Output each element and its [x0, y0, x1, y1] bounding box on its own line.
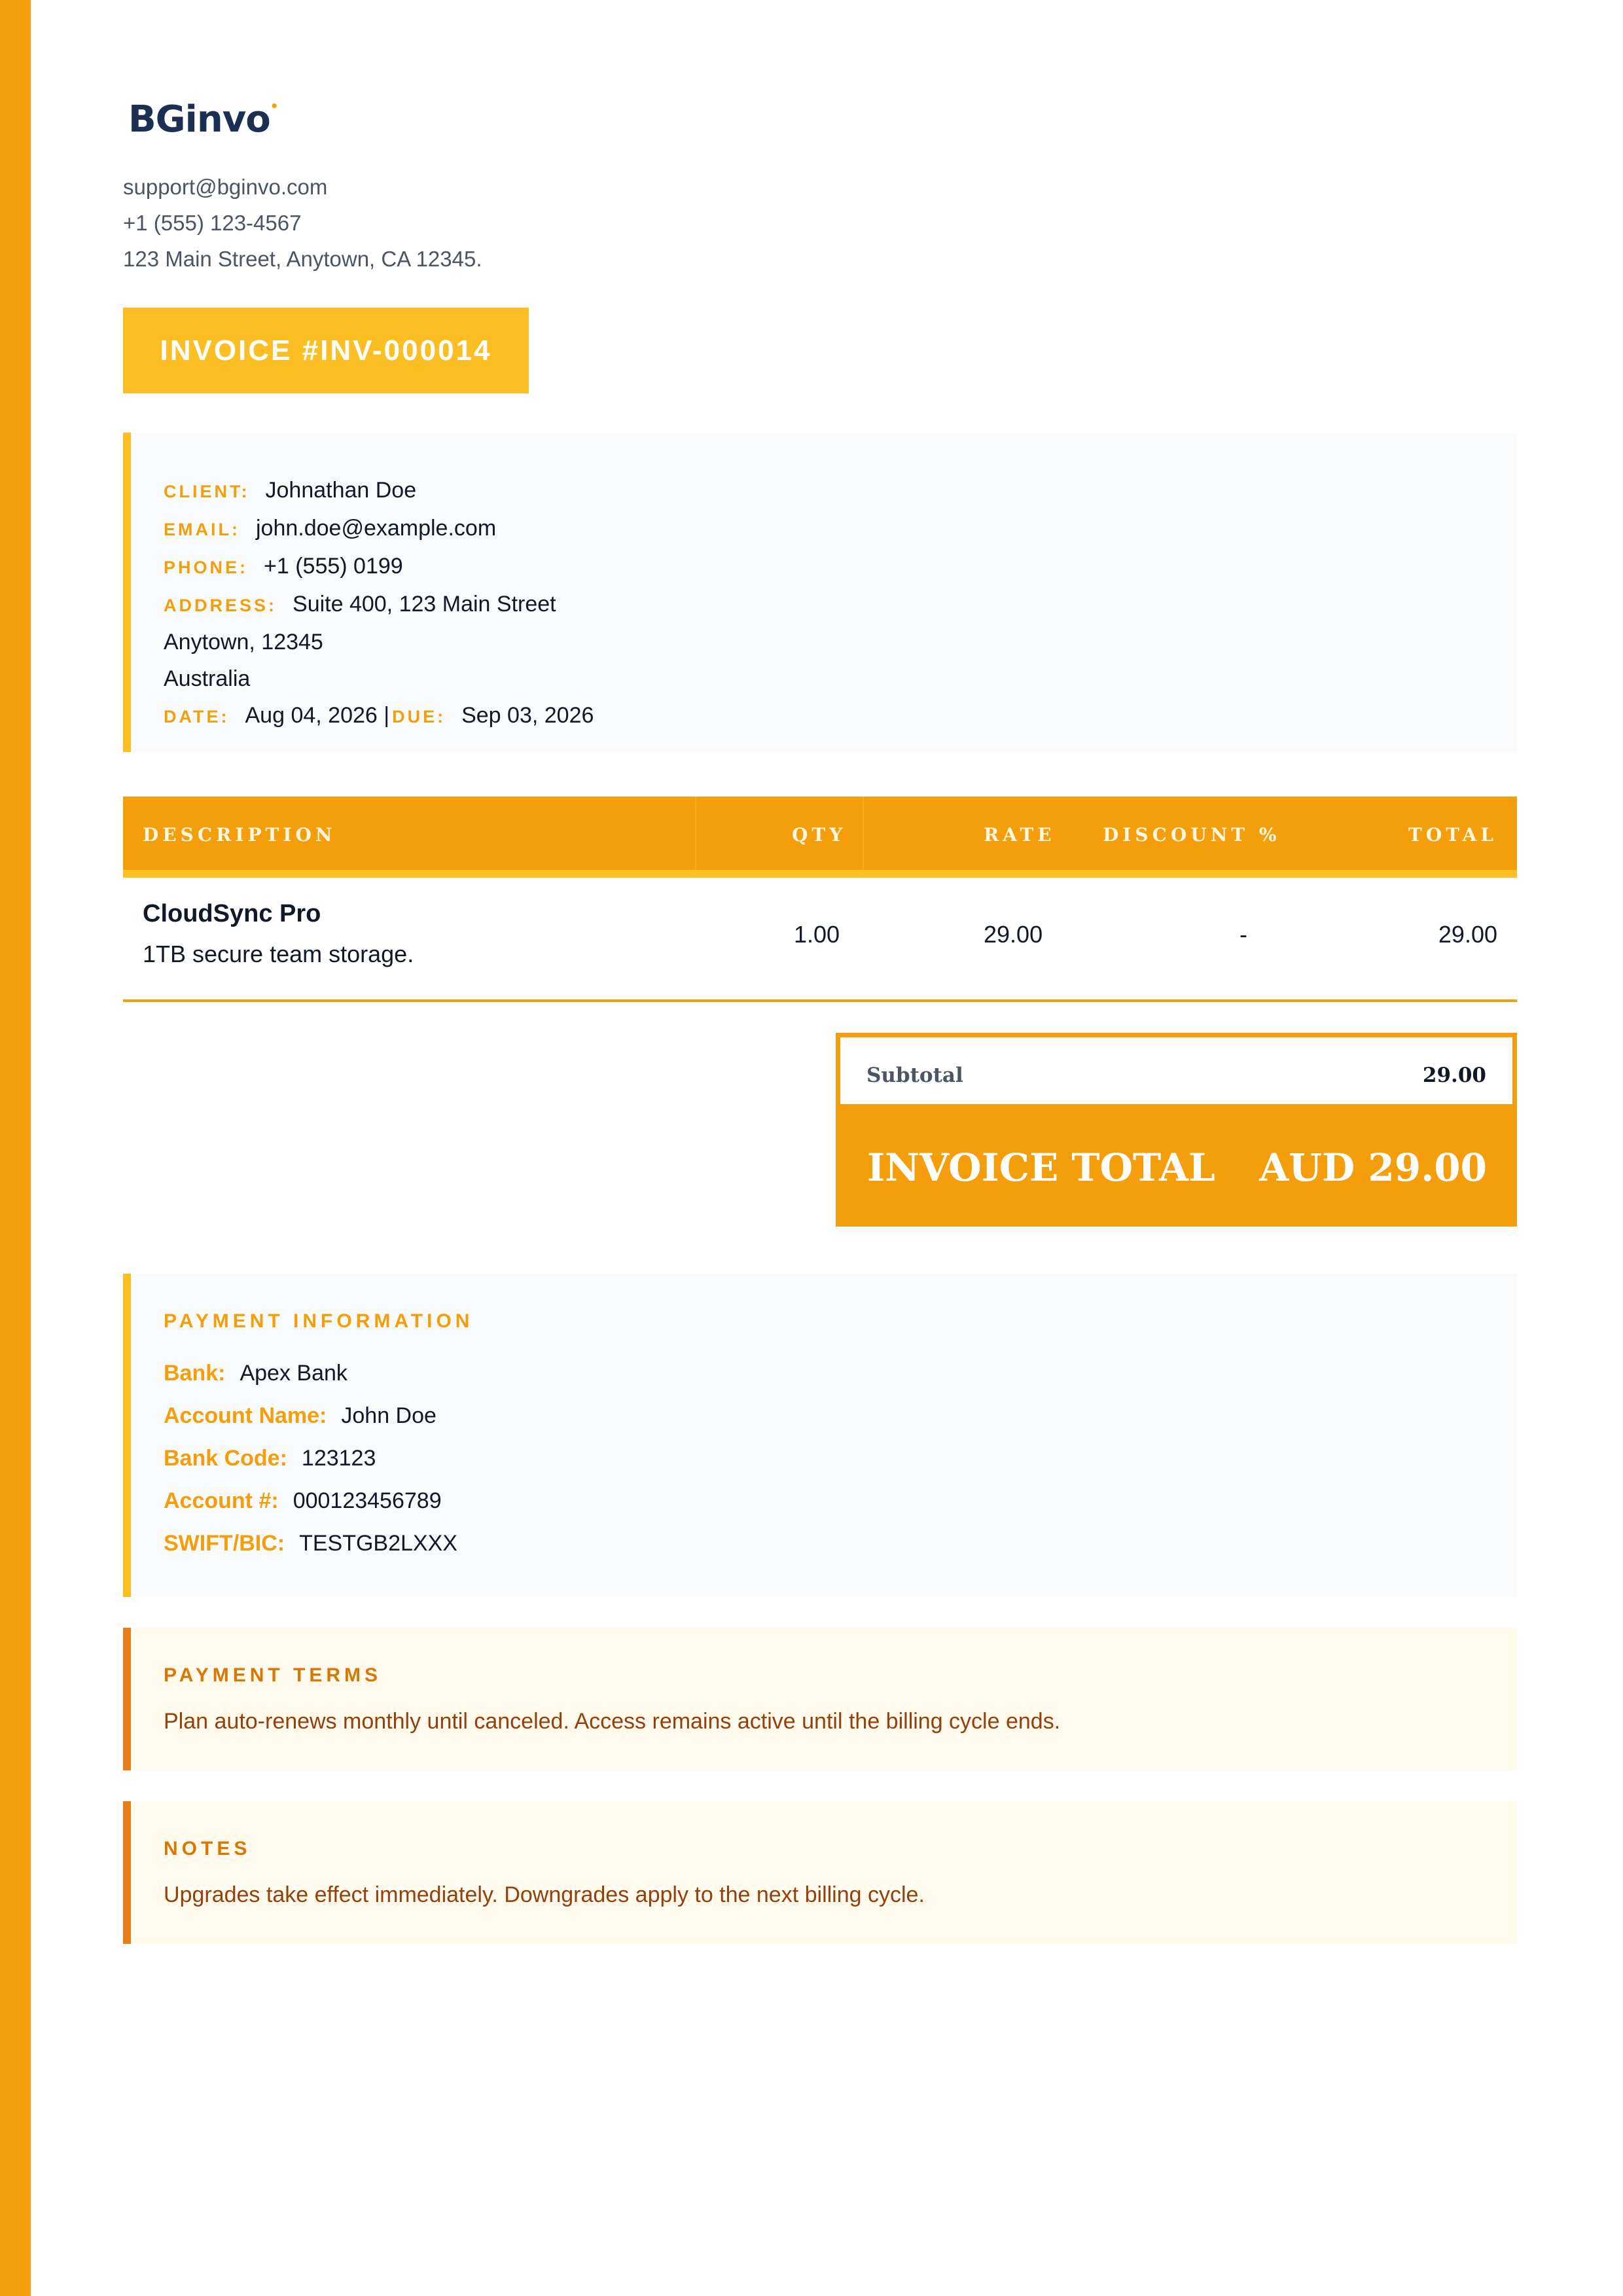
invoice-title: INVOICE #INV-000014	[123, 308, 529, 393]
date-row	[164, 697, 1517, 735]
notes-title: NOTES	[164, 1838, 251, 1859]
account-name-value: John Doe	[341, 1403, 437, 1428]
item-name: CloudSync Pro	[143, 900, 321, 927]
client-row	[164, 472, 1517, 510]
account-name-label: Account Name:	[164, 1403, 327, 1428]
email-row	[164, 510, 1517, 548]
table-row	[123, 878, 1517, 1002]
item-description: 1TB secure team storage.	[143, 941, 414, 967]
client-email: john.doe@example.com	[255, 516, 497, 541]
client-label: CLIENT:	[164, 482, 250, 501]
invoice-total-row	[836, 1109, 1517, 1227]
invoice-total-label: INVOICE TOTAL	[867, 1145, 1215, 1190]
company-logo: BGinvo•	[128, 98, 278, 141]
company-contact	[123, 169, 482, 277]
bank-code-row	[164, 1437, 1517, 1480]
phone-row	[164, 548, 1517, 586]
invoice-total-value: AUD 29.00	[1259, 1145, 1487, 1190]
client-address-line3: Australia	[164, 666, 251, 691]
bank-code-value: 123123	[301, 1446, 376, 1471]
bank-row	[164, 1352, 1517, 1395]
payment-terms-text: Plan auto-renews monthly until canceled. Access remains active until the billing cycle ends.	[164, 1709, 1061, 1734]
company-phone: +1 (555) 123-4567	[123, 211, 302, 235]
client-name: Johnathan Doe	[265, 478, 417, 503]
subtotal-label: Subtotal	[866, 1064, 963, 1087]
company-email: support@bginvo.com	[123, 175, 328, 199]
date-separator: |	[383, 703, 390, 728]
payment-info-title: PAYMENT INFORMATION	[164, 1310, 474, 1332]
client-address-line1: Suite 400, 123 Main Street	[293, 592, 556, 617]
header-rate: RATE	[984, 824, 1056, 846]
left-accent-bar	[0, 0, 31, 2296]
client-phone: +1 (555) 0199	[264, 554, 403, 579]
payment-info-box	[123, 1274, 1517, 1597]
account-name-row	[164, 1395, 1517, 1437]
swift-label: SWIFT/BIC:	[164, 1531, 285, 1556]
header-qty: QTY	[792, 824, 847, 846]
invoice-date: Aug 04, 2026	[245, 703, 378, 728]
email-label: EMAIL:	[164, 520, 240, 539]
bank-code-label: Bank Code:	[164, 1446, 287, 1471]
header-divider	[695, 797, 696, 870]
client-info-box	[123, 433, 1517, 752]
header-discount: DISCOUNT %	[1103, 824, 1281, 846]
due-label: DUE:	[392, 707, 446, 726]
table-header	[123, 797, 1517, 878]
date-label: DATE:	[164, 707, 230, 726]
line-items-table	[123, 797, 1517, 1002]
notes-box	[123, 1801, 1517, 1944]
swift-value: TESTGB2LXXX	[299, 1531, 457, 1556]
account-number-value: 000123456789	[293, 1488, 442, 1513]
company-address: 123 Main Street, Anytown, CA 12345.	[123, 247, 482, 271]
address-row	[164, 586, 1517, 624]
phone-label: PHONE:	[164, 558, 249, 577]
item-discount: -	[1240, 921, 1247, 948]
due-date: Sep 03, 2026	[461, 703, 594, 728]
item-qty: 1.00	[794, 921, 840, 948]
bank-label: Bank:	[164, 1361, 226, 1386]
header-description: DESCRIPTION	[143, 824, 336, 846]
subtotal-value: 29.00	[1422, 1064, 1486, 1087]
payment-terms-box	[123, 1628, 1517, 1770]
notes-text: Upgrades take effect immediately. Downgrades apply to the next billing cycle.	[164, 1882, 925, 1907]
item-total: 29.00	[1438, 921, 1497, 948]
payment-terms-title: PAYMENT TERMS	[164, 1664, 382, 1686]
client-address-line2: Anytown, 12345	[164, 630, 323, 655]
header-total: TOTAL	[1408, 824, 1497, 846]
item-rate: 29.00	[984, 921, 1043, 948]
account-number-label: Account #:	[164, 1488, 279, 1513]
header-divider	[863, 797, 864, 870]
subtotal-row	[836, 1033, 1517, 1109]
bank-value: Apex Bank	[240, 1361, 348, 1386]
address-label: ADDRESS:	[164, 596, 277, 615]
totals-box	[836, 1033, 1517, 1227]
swift-row	[164, 1522, 1517, 1565]
account-number-row	[164, 1480, 1517, 1522]
